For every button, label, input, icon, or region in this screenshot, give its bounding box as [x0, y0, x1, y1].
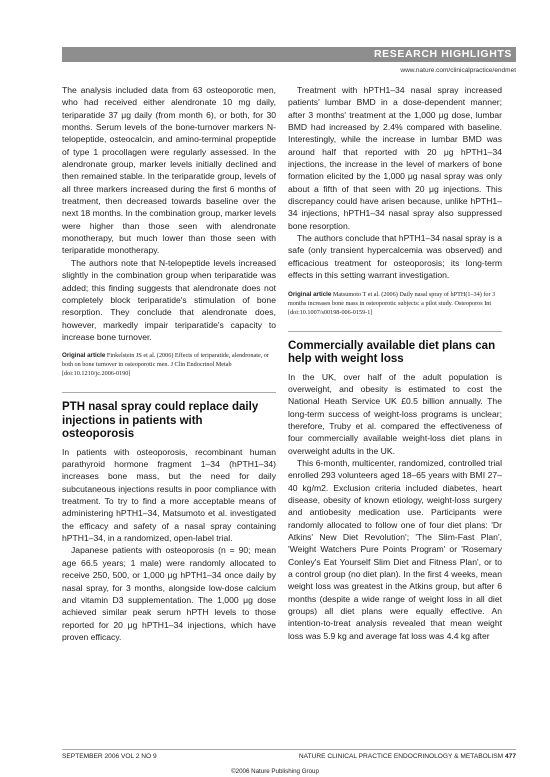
article-heading: Commercially available diet plans can help with weight loss: [288, 339, 496, 365]
reference: [288, 290, 502, 317]
paragraph: The analysis included data from 63 osteoporotic men, who had received either alendronate 10 mg daily, teriparatide 37 μg daily (from month 6), or both, for 30 months. Serum levels of the bone-turnover markers N-telopeptide, osteocalcin, and amino-terminal propeptide of type 1 procollagen were regularly assessed. In the alendronate group, marker levels initially declined and then remained stable. In the teriparatide group, levels of all three markers increased during the first 6 months of treatment, then decreased towards baseline over the next 18 months. In the combination group, marker levels were higher than those seen with alendronate monotherapy, but much lower than those seen with teriparatide monotherapy.: [62, 85, 277, 256]
paragraph: In patients with osteoporosis, recombinant human parathyroid hormone fragment 1–34 (hPTH1–34) increases bone mass, but the need for daily subcutaneous injections results in poor compliance with treatment. To try to find a more acceptable means of administering hPTH1–34, Matsumoto et al. investigated the efficacy and safety of a nasal spray containing hPTH1–34, in a randomized, open-label trial.: [62, 446, 276, 544]
reference-text: Matsumoto T et al. (2006) Daily nasal spray of hPTH(1–34) for 3 months increases bone mass in osteoporotic subjects: a pilot study. Osteoporos Int [doi:10.1007/s00198-006-0159-1]: [288, 290, 496, 316]
article-heading: PTH nasal spray could replace daily injections in patients with osteoporosis: [62, 401, 259, 441]
copyright: ©2006 Nature Publishing Group: [231, 768, 319, 775]
journal-info: [299, 753, 516, 760]
reference-label: Original article: [62, 352, 106, 360]
right-column: [288, 84, 502, 642]
issue-info: SEPTEMBER 2006 VOL 2 NO 9: [62, 753, 157, 760]
paragraph: This 6-month, multicenter, randomized, controlled trial enrolled 293 volunteers aged 18–65 years with BMI 27–40 kg/m2. Exclusion criteria included diabetes, heart disease, obesity of known etiology, weight-loss surgery and antiobesity medication use. Participants were randomly allocated to follow one of four diet plans: 'Dr Atkins' New Diet Revolution'; 'The Slim-Fast Plan', 'Weight Watchers Pure Points Program' or 'Rosemary Conley's Eat Yourself Slim Diet and Fitness Plan', or to a control group (no diet plan). In the first 4 weeks, mean weight loss was greatest in the Atkins group, but after 6 months (despite a wide range of weight loss in all diet groups) all diet plans were equally effective. An intention-to-treat analysis revealed that mean weight loss was 5.9 kg and average fat loss was 4.4 kg after: [288, 457, 502, 641]
left-column: [62, 84, 276, 643]
divider: [62, 392, 276, 393]
page-footer: [62, 749, 516, 760]
divider: [288, 331, 502, 332]
journal-name: NATURE CLINICAL PRACTICE: [298, 753, 392, 760]
section-banner: RESEARCH HIGHLIGHTS: [62, 47, 516, 62]
journal-section: ENDOCRINOLOGY & METABOLISM: [393, 753, 504, 760]
reference-text: Finkelstein JS et al. (2006) Effects of teriparatide, alendronate, or both on bone turnover in osteoporotic men. J Clin Endocrinol Metab [doi:10.1210/jc.2006-0190]: [62, 352, 269, 378]
reference-label: Original article: [288, 290, 332, 298]
journal-url[interactable]: www.nature.com/clinicalpractice/endmet: [400, 67, 516, 74]
paragraph: Japanese patients with osteoporosis (n = 90; mean age 66.5 years; 1 male) were randomly allocated to receive 250, 500, or 1,000 μg hPTH1–34 once daily by nasal spray, for 3 months, alongside low-dose calcium and vitamin D3 supplementation. The 1,000 μg dose achieved similar peak serum hPTH levels to those reported for 20 μg hPTH1–34 injections, which have proven efficacy.: [62, 545, 276, 642]
reference: [62, 351, 276, 378]
page-number: 477: [504, 753, 516, 760]
paragraph: Treatment with hPTH1–34 nasal spray increased patients' lumbar BMD in a dose-dependent manner; after 3 months' treatment at the 1,000 μg dose, lumbar BMD had increased by 2.4% compared with baseline. Interestingly, while the increase in lumbar BMD was around half that reported with 20 μg hPTH1–34 injections, the increase in the level of markers of bone formation elicited by the 1,000 μg nasal spray was only about a fifth of that seen with 20 μg injections. This discrepancy could have arisen because, unlike hPTH1–34 injections, hPTH1–34 nasal spray also suppressed bone resorption.: [288, 85, 502, 231]
paragraph: In the UK, over half of the adult population is overweight, and obesity is estimated to cost the National Heath Service UK £0.5 billion annually. The long-term success of weight-loss programs is unclear; therefore, Truby et al. compared the effectiveness of four commercially available weight-loss diet plans in overweight adults in the UK.: [288, 371, 502, 456]
paragraph: The authors note that N-telopeptide levels increased slightly in the combination group when teriparatide was added; this finding suggests that alendronate does not completely block teriparatide's stimulation of bone resorption. They conclude that alendronate does, however, markedly impair teriparatide's capacity to increase bone turnover.: [62, 257, 276, 342]
paragraph: The authors conclude that hPTH1–34 nasal spray is a safe (only transient hypercalcemia was observed) and efficacious treatment for osteoporosis; its long-term effects in this setting warrant investigation.: [288, 233, 502, 281]
